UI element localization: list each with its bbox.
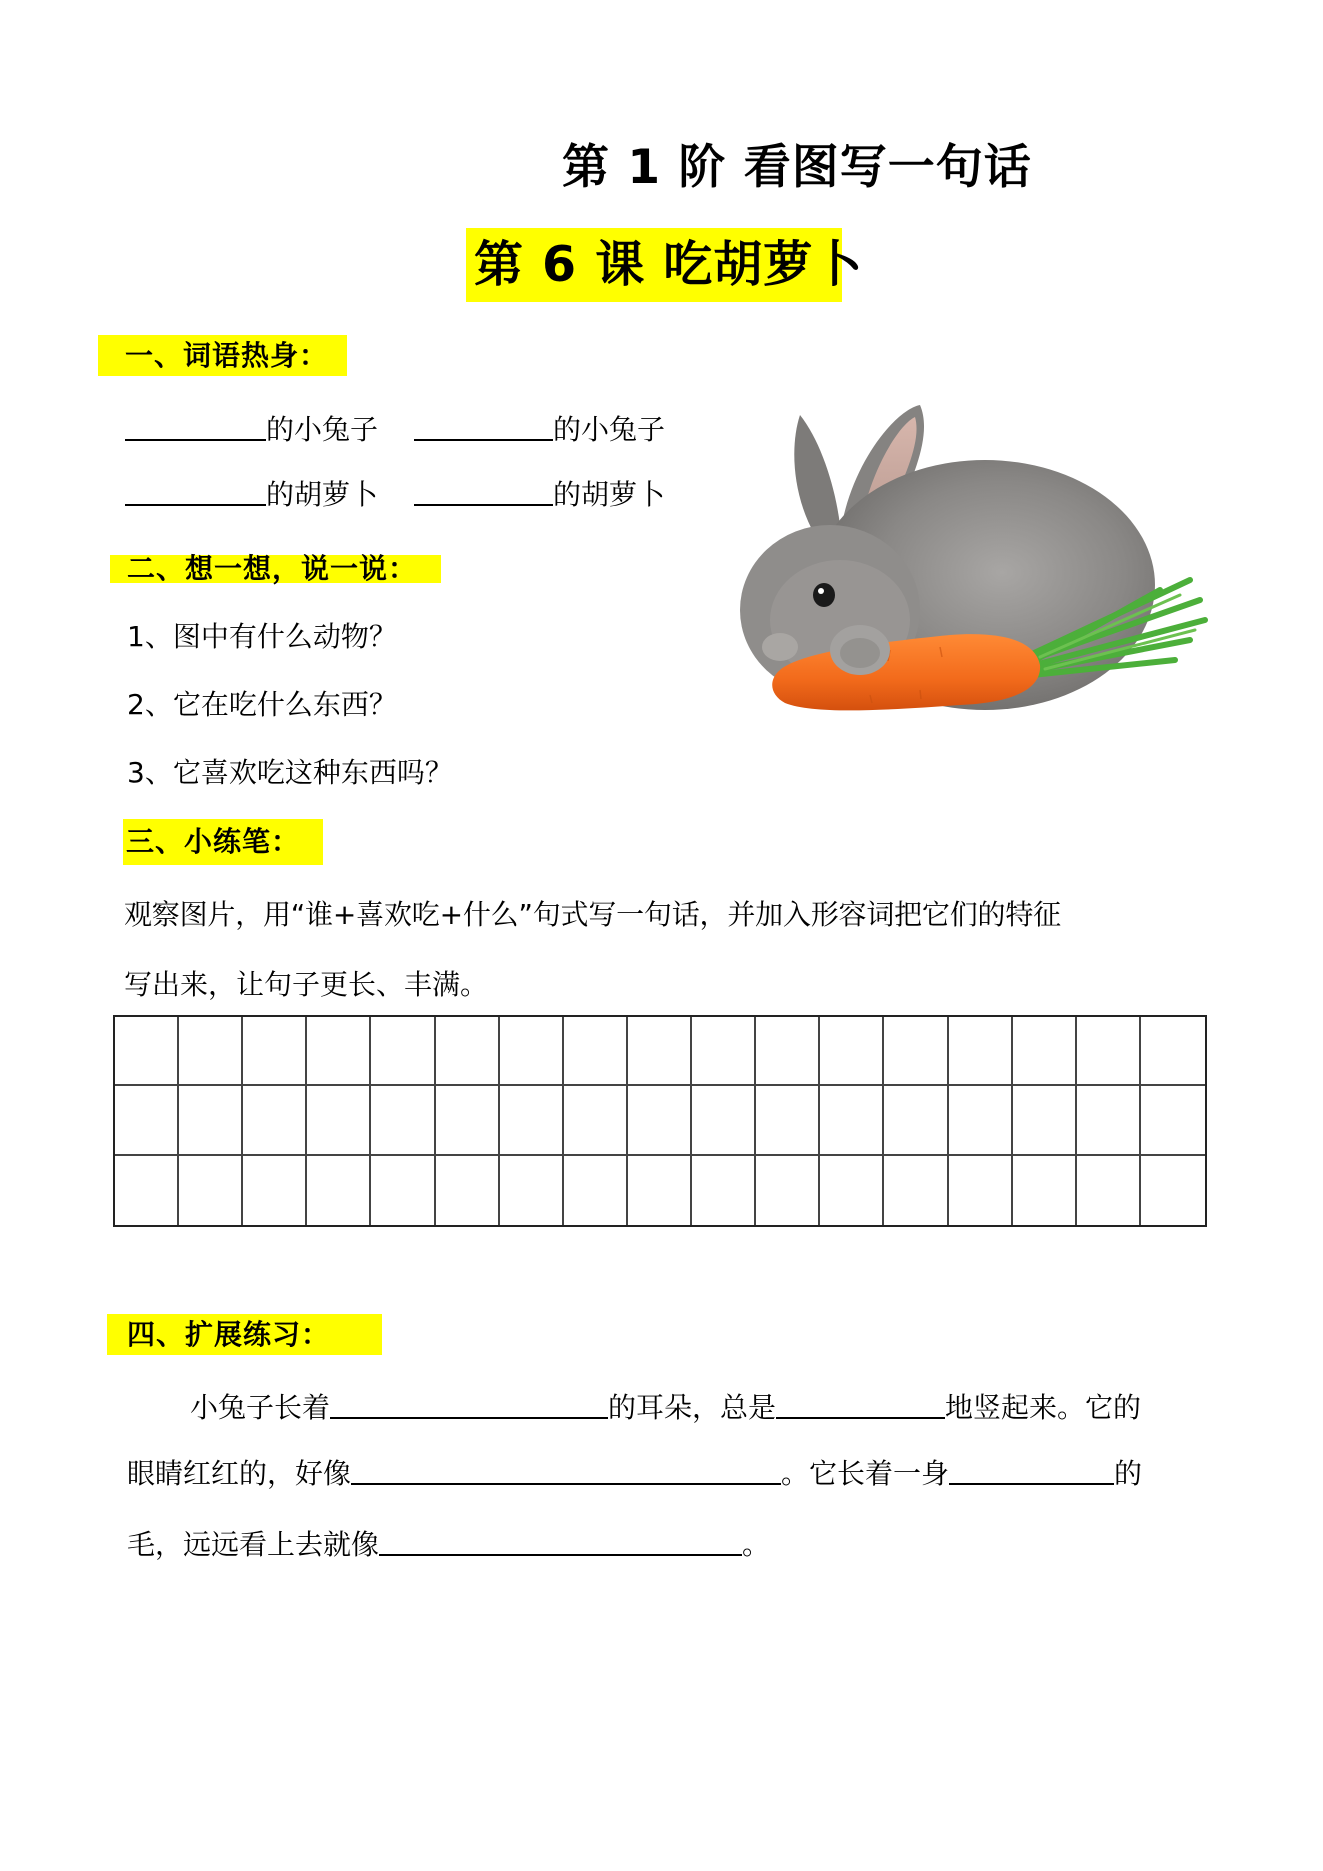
text-segment: 地竖起来。它的 [945, 1391, 1142, 1424]
section4-heading: 四、扩展练习： [127, 1317, 331, 1351]
grid-cell[interactable] [1077, 1086, 1141, 1155]
lesson-title: 第 6 课 吃胡萝卜 [474, 236, 864, 293]
section2-heading: 二、想一想，说一说： [127, 552, 418, 585]
lesson-title-highlight [466, 228, 864, 302]
writing-grid[interactable] [113, 1015, 1207, 1227]
fill-blank[interactable] [414, 439, 553, 441]
instruction-line-1: 观察图片，用“谁+喜欢吃+什么”句式写一句话，并加入形容词把它们的特征 [124, 898, 1061, 931]
grid-cell[interactable] [307, 1086, 371, 1155]
grid-cell[interactable] [115, 1017, 179, 1086]
grid-cell[interactable] [820, 1156, 884, 1225]
grid-cell[interactable] [564, 1017, 628, 1086]
grid-cell[interactable] [371, 1156, 435, 1225]
word-warmup-row-2 [125, 478, 665, 512]
grid-cell[interactable] [692, 1086, 756, 1155]
text-segment: 。它长着一身 [781, 1457, 950, 1490]
fill-blank[interactable] [776, 1417, 945, 1419]
section1-heading-highlight [98, 335, 347, 376]
grid-cell[interactable] [500, 1156, 564, 1225]
grid-cell[interactable] [500, 1017, 564, 1086]
text-segment: 毛，远远看上去就像 [127, 1528, 380, 1561]
grid-cell[interactable] [628, 1017, 692, 1086]
grid-cell[interactable] [115, 1156, 179, 1225]
grid-cell[interactable] [949, 1156, 1013, 1225]
grid-cell[interactable] [564, 1086, 628, 1155]
grid-cell[interactable] [884, 1017, 948, 1086]
question-3: 3、它喜欢吃这种东西吗？ [127, 756, 453, 789]
grid-cell[interactable] [436, 1086, 500, 1155]
grid-cell[interactable] [820, 1017, 884, 1086]
fill-blank[interactable] [379, 1554, 742, 1556]
grid-cell[interactable] [692, 1156, 756, 1225]
grid-cell[interactable] [179, 1017, 243, 1086]
extension-line-2 [127, 1457, 1142, 1491]
question-2: 2、它在吃什么东西？ [127, 688, 397, 721]
grid-cell[interactable] [436, 1017, 500, 1086]
grid-cell[interactable] [179, 1156, 243, 1225]
grid-cell[interactable] [820, 1086, 884, 1155]
grid-cell[interactable] [115, 1086, 179, 1155]
text-segment: 眼睛红红的，好像 [127, 1457, 352, 1490]
grid-cell[interactable] [371, 1086, 435, 1155]
grid-cell[interactable] [949, 1017, 1013, 1086]
grid-cell[interactable] [1013, 1017, 1077, 1086]
grid-cell[interactable] [1141, 1156, 1205, 1225]
extension-line-1 [190, 1391, 1141, 1425]
rabbit-illustration-icon [720, 385, 1215, 770]
grid-cell[interactable] [564, 1156, 628, 1225]
section3-heading-highlight [123, 819, 323, 865]
grid-cell[interactable] [243, 1086, 307, 1155]
grid-cell[interactable] [436, 1156, 500, 1225]
text-segment: 。 [742, 1528, 771, 1561]
grid-cell[interactable] [1141, 1017, 1205, 1086]
fill-blank[interactable] [125, 504, 266, 506]
grid-cell[interactable] [692, 1017, 756, 1086]
extension-line-3 [127, 1528, 770, 1562]
text-segment: 小兔子长着 [190, 1391, 331, 1424]
grid-cell[interactable] [1141, 1086, 1205, 1155]
word-suffix: 的胡萝卜 [266, 478, 379, 511]
word-warmup-row-1 [125, 413, 665, 447]
grid-cell[interactable] [884, 1086, 948, 1155]
grid-cell[interactable] [500, 1086, 564, 1155]
section4-heading-highlight [107, 1314, 382, 1355]
word-suffix: 的胡萝卜 [553, 478, 666, 511]
fill-blank[interactable] [414, 504, 553, 506]
page-title: 第 1 阶 看图写一句话 [562, 140, 1032, 195]
grid-cell[interactable] [1013, 1156, 1077, 1225]
grid-cell[interactable] [371, 1017, 435, 1086]
grid-cell[interactable] [179, 1086, 243, 1155]
grid-cell[interactable] [949, 1086, 1013, 1155]
fill-blank[interactable] [351, 1483, 781, 1485]
grid-cell[interactable] [307, 1017, 371, 1086]
word-suffix: 的小兔子 [553, 413, 666, 446]
grid-cell[interactable] [1077, 1156, 1141, 1225]
text-segment: 的 [1114, 1457, 1143, 1490]
grid-cell[interactable] [628, 1156, 692, 1225]
grid-cell[interactable] [243, 1156, 307, 1225]
section2-heading-highlight [110, 552, 441, 585]
question-1: 1、图中有什么动物？ [127, 620, 397, 653]
grid-cell[interactable] [243, 1017, 307, 1086]
instruction-line-2: 写出来，让句子更长、丰满。 [124, 968, 489, 1001]
grid-cell[interactable] [884, 1156, 948, 1225]
rabbit-carrot-photo [720, 385, 1215, 770]
section1-heading: 一、词语热身： [125, 338, 329, 372]
section3-heading: 三、小练笔： [126, 825, 301, 858]
grid-cell[interactable] [756, 1017, 820, 1086]
fill-blank[interactable] [330, 1417, 608, 1419]
grid-cell[interactable] [756, 1086, 820, 1155]
grid-cell[interactable] [1077, 1017, 1141, 1086]
fill-blank[interactable] [949, 1483, 1114, 1485]
text-segment: 的耳朵，总是 [608, 1391, 777, 1424]
grid-cell[interactable] [628, 1086, 692, 1155]
word-suffix: 的小兔子 [266, 413, 379, 446]
grid-cell[interactable] [756, 1156, 820, 1225]
grid-cell[interactable] [307, 1156, 371, 1225]
grid-cell[interactable] [1013, 1086, 1077, 1155]
fill-blank[interactable] [125, 439, 266, 441]
